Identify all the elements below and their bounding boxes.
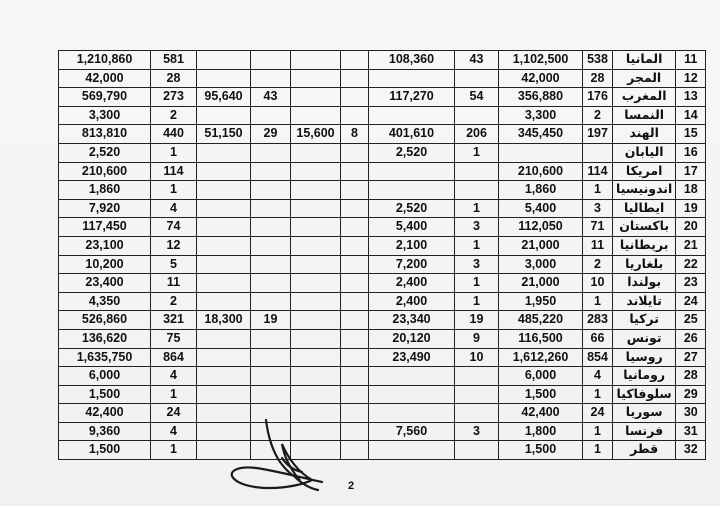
table-row bbox=[59, 162, 706, 181]
value-cell: 10,200 bbox=[59, 255, 151, 274]
value-cell: 2,100 bbox=[369, 236, 455, 255]
value-cell bbox=[291, 106, 341, 125]
value-cell: 210,600 bbox=[499, 162, 583, 181]
country-cell: المجر bbox=[613, 69, 676, 88]
value-cell bbox=[455, 404, 499, 423]
value-cell: 1,500 bbox=[499, 441, 583, 460]
value-cell bbox=[197, 143, 251, 162]
value-cell: 10 bbox=[455, 348, 499, 367]
value-cell bbox=[251, 181, 291, 200]
row-number-cell: 23 bbox=[676, 274, 706, 293]
value-cell: 23,100 bbox=[59, 236, 151, 255]
value-cell bbox=[341, 181, 369, 200]
row-number-cell: 17 bbox=[676, 162, 706, 181]
value-cell bbox=[291, 143, 341, 162]
value-cell bbox=[369, 367, 455, 386]
value-cell bbox=[197, 106, 251, 125]
country-cell: باكستان bbox=[613, 218, 676, 237]
country-cell: بولندا bbox=[613, 274, 676, 293]
value-cell: 2,520 bbox=[369, 143, 455, 162]
row-number-cell: 25 bbox=[676, 311, 706, 330]
table-row bbox=[59, 199, 706, 218]
value-cell: 7,920 bbox=[59, 199, 151, 218]
value-cell: 117,270 bbox=[369, 88, 455, 107]
value-cell bbox=[197, 218, 251, 237]
value-cell: 197 bbox=[583, 125, 613, 144]
value-cell bbox=[197, 199, 251, 218]
value-cell bbox=[341, 367, 369, 386]
value-cell bbox=[197, 292, 251, 311]
value-cell bbox=[455, 69, 499, 88]
value-cell: 1 bbox=[151, 181, 197, 200]
value-cell bbox=[251, 143, 291, 162]
value-cell: 813,810 bbox=[59, 125, 151, 144]
value-cell: 4 bbox=[151, 367, 197, 386]
value-cell: 1,950 bbox=[499, 292, 583, 311]
table-row bbox=[59, 181, 706, 200]
value-cell: 112,050 bbox=[499, 218, 583, 237]
value-cell: 6,000 bbox=[499, 367, 583, 386]
value-cell bbox=[251, 106, 291, 125]
value-cell: 42,400 bbox=[59, 404, 151, 423]
value-cell: 3,300 bbox=[59, 106, 151, 125]
value-cell: 1,500 bbox=[59, 441, 151, 460]
value-cell: 95,640 bbox=[197, 88, 251, 107]
value-cell: 42,000 bbox=[499, 69, 583, 88]
value-cell: 3 bbox=[455, 422, 499, 441]
row-number-cell: 27 bbox=[676, 348, 706, 367]
value-cell: 28 bbox=[151, 69, 197, 88]
value-cell: 19 bbox=[251, 311, 291, 330]
value-cell: 283 bbox=[583, 311, 613, 330]
row-number-cell: 15 bbox=[676, 125, 706, 144]
row-number-cell: 14 bbox=[676, 106, 706, 125]
table-row bbox=[59, 125, 706, 144]
country-cell: سلوفاكيا bbox=[613, 385, 676, 404]
value-cell: 23,340 bbox=[369, 311, 455, 330]
table-row bbox=[59, 218, 706, 237]
row-number-cell: 13 bbox=[676, 88, 706, 107]
value-cell: 117,450 bbox=[59, 218, 151, 237]
value-cell: 2 bbox=[583, 106, 613, 125]
value-cell: 1,102,500 bbox=[499, 51, 583, 70]
table-row bbox=[59, 348, 706, 367]
value-cell bbox=[341, 236, 369, 255]
country-cell: النمسا bbox=[613, 106, 676, 125]
value-cell bbox=[251, 274, 291, 293]
value-cell: 854 bbox=[583, 348, 613, 367]
value-cell bbox=[341, 255, 369, 274]
value-cell bbox=[291, 181, 341, 200]
table-row bbox=[59, 329, 706, 348]
table-body bbox=[59, 51, 706, 460]
value-cell: 176 bbox=[583, 88, 613, 107]
value-cell bbox=[197, 367, 251, 386]
value-cell: 1,635,750 bbox=[59, 348, 151, 367]
value-cell: 2,400 bbox=[369, 292, 455, 311]
value-cell bbox=[251, 348, 291, 367]
row-number-cell: 31 bbox=[676, 422, 706, 441]
value-cell: 3 bbox=[455, 255, 499, 274]
value-cell bbox=[455, 181, 499, 200]
value-cell: 21,000 bbox=[499, 274, 583, 293]
value-cell: 2,400 bbox=[369, 274, 455, 293]
value-cell: 1 bbox=[583, 385, 613, 404]
value-cell: 42,400 bbox=[499, 404, 583, 423]
value-cell bbox=[197, 162, 251, 181]
country-cell: سوريا bbox=[613, 404, 676, 423]
value-cell: 321 bbox=[151, 311, 197, 330]
value-cell: 7,560 bbox=[369, 422, 455, 441]
value-cell: 11 bbox=[151, 274, 197, 293]
value-cell bbox=[291, 385, 341, 404]
signature bbox=[222, 418, 342, 500]
table-row bbox=[59, 143, 706, 162]
value-cell bbox=[251, 199, 291, 218]
value-cell bbox=[455, 385, 499, 404]
value-cell: 2 bbox=[151, 106, 197, 125]
value-cell bbox=[197, 69, 251, 88]
value-cell: 9 bbox=[455, 329, 499, 348]
value-cell bbox=[341, 162, 369, 181]
country-cell: امريكا bbox=[613, 162, 676, 181]
row-number-cell: 12 bbox=[676, 69, 706, 88]
value-cell: 3,300 bbox=[499, 106, 583, 125]
value-cell: 71 bbox=[583, 218, 613, 237]
value-cell: 210,600 bbox=[59, 162, 151, 181]
value-cell bbox=[291, 51, 341, 70]
value-cell bbox=[291, 274, 341, 293]
value-cell bbox=[455, 441, 499, 460]
value-cell bbox=[251, 385, 291, 404]
value-cell: 7,200 bbox=[369, 255, 455, 274]
row-number-cell: 32 bbox=[676, 441, 706, 460]
table-row bbox=[59, 367, 706, 386]
value-cell bbox=[197, 348, 251, 367]
value-cell: 2 bbox=[583, 255, 613, 274]
value-cell bbox=[251, 162, 291, 181]
value-cell: 1 bbox=[151, 143, 197, 162]
value-cell bbox=[251, 367, 291, 386]
country-cell: المانيا bbox=[613, 51, 676, 70]
value-cell bbox=[291, 162, 341, 181]
value-cell bbox=[341, 106, 369, 125]
value-cell: 20,120 bbox=[369, 329, 455, 348]
value-cell bbox=[291, 311, 341, 330]
value-cell: 2,520 bbox=[369, 199, 455, 218]
value-cell: 1 bbox=[455, 199, 499, 218]
value-cell: 5,400 bbox=[369, 218, 455, 237]
value-cell bbox=[341, 51, 369, 70]
value-cell: 114 bbox=[151, 162, 197, 181]
value-cell bbox=[341, 274, 369, 293]
value-cell bbox=[291, 88, 341, 107]
value-cell: 66 bbox=[583, 329, 613, 348]
value-cell bbox=[369, 106, 455, 125]
value-cell bbox=[341, 422, 369, 441]
country-cell: تايلاند bbox=[613, 292, 676, 311]
value-cell bbox=[251, 218, 291, 237]
value-cell bbox=[341, 385, 369, 404]
value-cell bbox=[197, 274, 251, 293]
value-cell: 1 bbox=[583, 422, 613, 441]
value-cell bbox=[341, 292, 369, 311]
table-row bbox=[59, 311, 706, 330]
value-cell bbox=[197, 236, 251, 255]
value-cell bbox=[369, 181, 455, 200]
value-cell: 864 bbox=[151, 348, 197, 367]
value-cell bbox=[197, 385, 251, 404]
country-cell: اليابان bbox=[613, 143, 676, 162]
value-cell bbox=[251, 329, 291, 348]
value-cell bbox=[455, 162, 499, 181]
data-table bbox=[58, 50, 706, 460]
country-cell: فرنسا bbox=[613, 422, 676, 441]
value-cell: 1,210,860 bbox=[59, 51, 151, 70]
country-cell: اندونيسيا bbox=[613, 181, 676, 200]
value-cell: 345,450 bbox=[499, 125, 583, 144]
value-cell: 4 bbox=[151, 422, 197, 441]
value-cell: 1 bbox=[151, 385, 197, 404]
value-cell bbox=[369, 404, 455, 423]
value-cell: 569,790 bbox=[59, 88, 151, 107]
value-cell: 24 bbox=[151, 404, 197, 423]
row-number-cell: 19 bbox=[676, 199, 706, 218]
value-cell: 401,610 bbox=[369, 125, 455, 144]
value-cell: 356,880 bbox=[499, 88, 583, 107]
value-cell: 116,500 bbox=[499, 329, 583, 348]
value-cell: 1 bbox=[455, 236, 499, 255]
value-cell: 10 bbox=[583, 274, 613, 293]
value-cell bbox=[341, 348, 369, 367]
country-cell: الهند bbox=[613, 125, 676, 144]
value-cell: 1,860 bbox=[499, 181, 583, 200]
value-cell: 273 bbox=[151, 88, 197, 107]
table-row bbox=[59, 422, 706, 441]
value-cell: 43 bbox=[251, 88, 291, 107]
value-cell: 23,400 bbox=[59, 274, 151, 293]
value-cell: 4 bbox=[583, 367, 613, 386]
row-number-cell: 28 bbox=[676, 367, 706, 386]
row-number-cell: 30 bbox=[676, 404, 706, 423]
value-cell bbox=[291, 367, 341, 386]
value-cell: 3 bbox=[583, 199, 613, 218]
value-cell bbox=[291, 255, 341, 274]
table-row bbox=[59, 385, 706, 404]
country-cell: رومانيا bbox=[613, 367, 676, 386]
value-cell bbox=[369, 69, 455, 88]
country-cell: تركيا bbox=[613, 311, 676, 330]
value-cell bbox=[341, 143, 369, 162]
country-cell: تونس bbox=[613, 329, 676, 348]
value-cell bbox=[197, 51, 251, 70]
value-cell bbox=[251, 51, 291, 70]
row-number-cell: 21 bbox=[676, 236, 706, 255]
country-cell: المغرب bbox=[613, 88, 676, 107]
row-number-cell: 11 bbox=[676, 51, 706, 70]
table-row bbox=[59, 236, 706, 255]
country-cell: قطر bbox=[613, 441, 676, 460]
value-cell bbox=[341, 329, 369, 348]
value-cell: 1,612,260 bbox=[499, 348, 583, 367]
country-cell: روسيا bbox=[613, 348, 676, 367]
value-cell: 1 bbox=[583, 181, 613, 200]
row-number-cell: 18 bbox=[676, 181, 706, 200]
value-cell bbox=[197, 255, 251, 274]
table-row bbox=[59, 51, 706, 70]
value-cell bbox=[291, 218, 341, 237]
value-cell: 54 bbox=[455, 88, 499, 107]
value-cell: 6,000 bbox=[59, 367, 151, 386]
value-cell: 75 bbox=[151, 329, 197, 348]
value-cell bbox=[369, 441, 455, 460]
table-row bbox=[59, 88, 706, 107]
value-cell bbox=[291, 236, 341, 255]
value-cell: 485,220 bbox=[499, 311, 583, 330]
row-number-cell: 20 bbox=[676, 218, 706, 237]
row-number-cell: 29 bbox=[676, 385, 706, 404]
value-cell: 29 bbox=[251, 125, 291, 144]
value-cell: 43 bbox=[455, 51, 499, 70]
value-cell: 4 bbox=[151, 199, 197, 218]
value-cell: 19 bbox=[455, 311, 499, 330]
value-cell bbox=[341, 441, 369, 460]
value-cell: 1,860 bbox=[59, 181, 151, 200]
value-cell: 206 bbox=[455, 125, 499, 144]
value-cell bbox=[291, 292, 341, 311]
value-cell: 1 bbox=[151, 441, 197, 460]
value-cell: 51,150 bbox=[197, 125, 251, 144]
table-row bbox=[59, 274, 706, 293]
value-cell: 21,000 bbox=[499, 236, 583, 255]
value-cell bbox=[251, 255, 291, 274]
table-row bbox=[59, 69, 706, 88]
value-cell bbox=[455, 106, 499, 125]
value-cell bbox=[341, 88, 369, 107]
value-cell: 74 bbox=[151, 218, 197, 237]
table-row bbox=[59, 255, 706, 274]
value-cell bbox=[251, 236, 291, 255]
value-cell: 1,500 bbox=[499, 385, 583, 404]
value-cell: 2 bbox=[151, 292, 197, 311]
value-cell: 108,360 bbox=[369, 51, 455, 70]
value-cell bbox=[251, 292, 291, 311]
row-number-cell: 26 bbox=[676, 329, 706, 348]
value-cell: 440 bbox=[151, 125, 197, 144]
table-row bbox=[59, 441, 706, 460]
value-cell: 9,360 bbox=[59, 422, 151, 441]
value-cell: 4,350 bbox=[59, 292, 151, 311]
value-cell: 8 bbox=[341, 125, 369, 144]
value-cell bbox=[499, 143, 583, 162]
value-cell: 18,300 bbox=[197, 311, 251, 330]
value-cell: 1 bbox=[583, 292, 613, 311]
value-cell bbox=[341, 199, 369, 218]
value-cell: 15,600 bbox=[291, 125, 341, 144]
value-cell bbox=[251, 69, 291, 88]
value-cell bbox=[341, 311, 369, 330]
value-cell: 538 bbox=[583, 51, 613, 70]
value-cell: 526,860 bbox=[59, 311, 151, 330]
value-cell bbox=[341, 69, 369, 88]
value-cell: 1,500 bbox=[59, 385, 151, 404]
value-cell: 24 bbox=[583, 404, 613, 423]
value-cell: 3,000 bbox=[499, 255, 583, 274]
country-cell: بلغاريا bbox=[613, 255, 676, 274]
value-cell: 11 bbox=[583, 236, 613, 255]
value-cell bbox=[291, 69, 341, 88]
value-cell: 1 bbox=[583, 441, 613, 460]
value-cell: 12 bbox=[151, 236, 197, 255]
page-number: 2 bbox=[348, 480, 355, 492]
value-cell: 2,520 bbox=[59, 143, 151, 162]
value-cell: 1 bbox=[455, 143, 499, 162]
value-cell: 136,620 bbox=[59, 329, 151, 348]
value-cell: 42,000 bbox=[59, 69, 151, 88]
value-cell bbox=[341, 404, 369, 423]
value-cell bbox=[291, 199, 341, 218]
row-number-cell: 22 bbox=[676, 255, 706, 274]
country-cell: بريطانيا bbox=[613, 236, 676, 255]
value-cell: 114 bbox=[583, 162, 613, 181]
value-cell: 5 bbox=[151, 255, 197, 274]
value-cell: 1,800 bbox=[499, 422, 583, 441]
value-cell: 3 bbox=[455, 218, 499, 237]
table-row bbox=[59, 106, 706, 125]
value-cell bbox=[291, 329, 341, 348]
value-cell bbox=[197, 329, 251, 348]
value-cell: 5,400 bbox=[499, 199, 583, 218]
value-cell: 581 bbox=[151, 51, 197, 70]
value-cell bbox=[455, 367, 499, 386]
value-cell bbox=[369, 385, 455, 404]
table-row bbox=[59, 404, 706, 423]
row-number-cell: 16 bbox=[676, 143, 706, 162]
value-cell bbox=[369, 162, 455, 181]
value-cell: 1 bbox=[455, 274, 499, 293]
value-cell bbox=[341, 218, 369, 237]
value-cell bbox=[197, 181, 251, 200]
table-row bbox=[59, 292, 706, 311]
value-cell: 1 bbox=[455, 292, 499, 311]
row-number-cell: 24 bbox=[676, 292, 706, 311]
country-cell: ايطاليا bbox=[613, 199, 676, 218]
value-cell: 28 bbox=[583, 69, 613, 88]
value-cell bbox=[583, 143, 613, 162]
value-cell bbox=[291, 348, 341, 367]
value-cell: 23,490 bbox=[369, 348, 455, 367]
